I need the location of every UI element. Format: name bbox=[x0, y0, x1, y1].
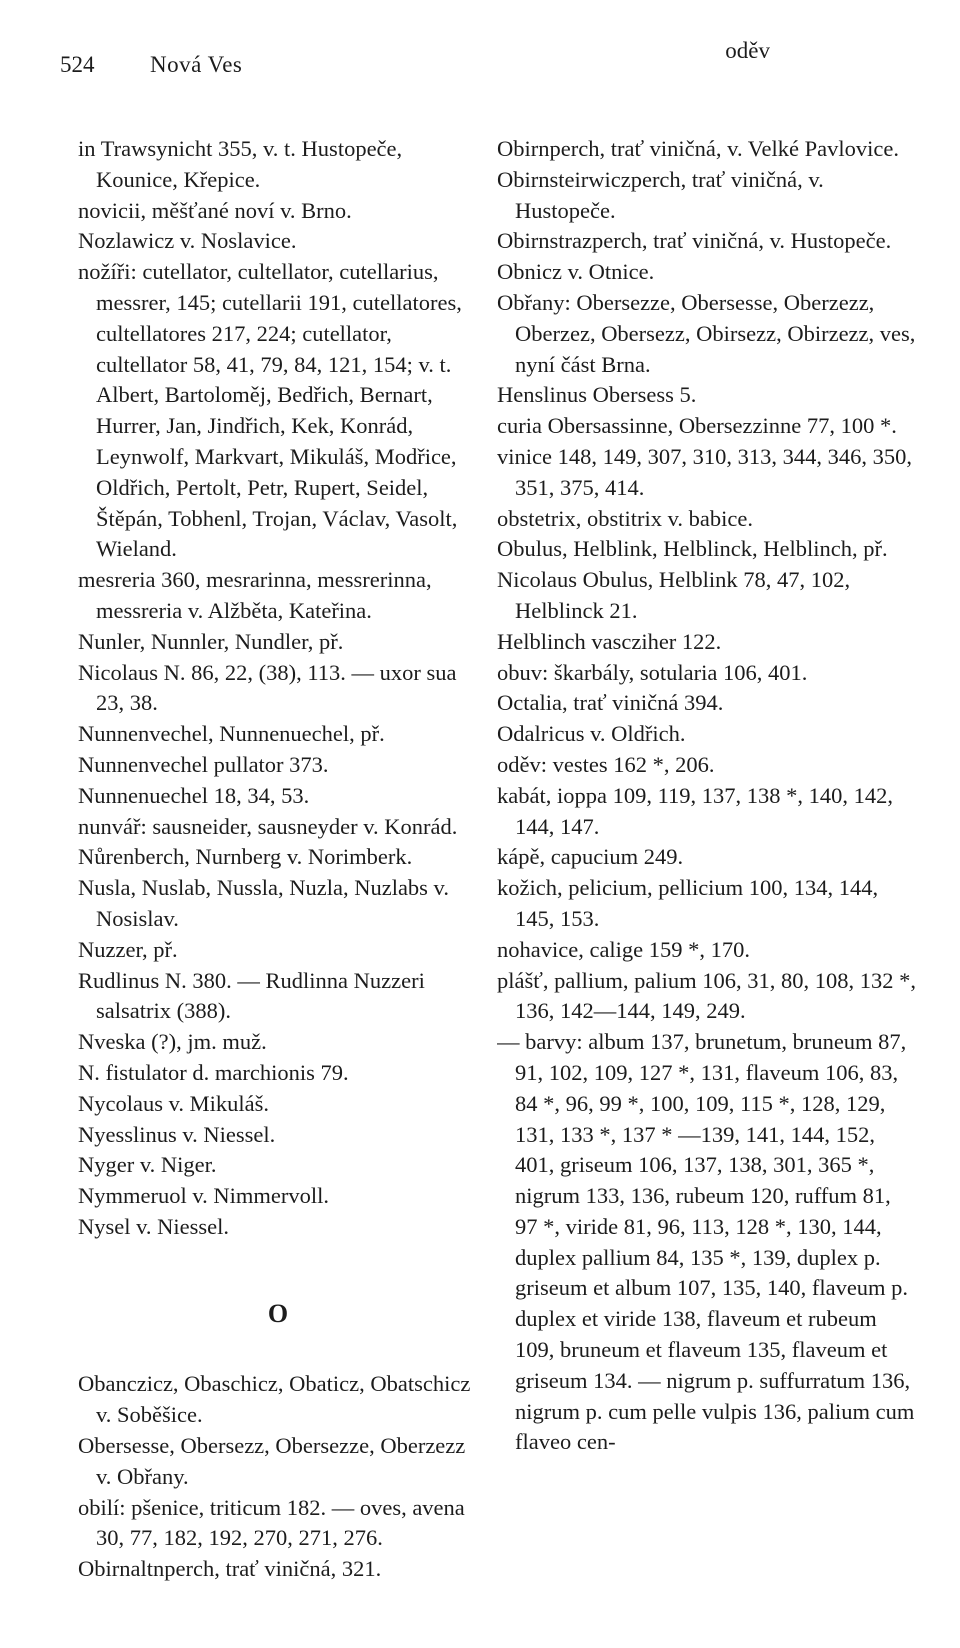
o-entries bbox=[78, 1369, 478, 1585]
index-entry: Helblinch vascziher 122. bbox=[497, 628, 722, 654]
left-column bbox=[78, 134, 478, 1585]
section-letter: O bbox=[267, 1298, 289, 1328]
index-entry: kožich, pelicium, pellicium 100, 134, 144, 145, 153. bbox=[497, 875, 879, 931]
index-entry: Nicolaus Obulus, Helblink 78, 47, 102, Helblinck 21. bbox=[497, 567, 851, 623]
index-entry: Nůrenberch, Nurnberg v. Norimberk. bbox=[78, 844, 413, 870]
index-entry: Henslinus Obersess 5. bbox=[497, 382, 697, 408]
index-entry: Nycolaus v. Mikuláš. bbox=[78, 1090, 270, 1116]
index-entry: mesreria 360, mesrarinna, messrerinna, messreria v. Alžběta, Kateřina. bbox=[78, 567, 432, 623]
index-entry: Obirnperch, trať viničná, v. Velké Pavlovice. bbox=[497, 136, 899, 161]
index-entry: N. fistulator d. marchionis 79. bbox=[78, 1059, 349, 1085]
index-entry: Obulus, Helblink, Helblinck, Helblinch, př. bbox=[497, 536, 888, 562]
index-entry: obuv: škarbály, sotularia 106, 401. bbox=[497, 659, 808, 685]
index-entry: Nveska (?), jm. muž. bbox=[78, 1029, 267, 1055]
index-entry: Nusla, Nuslab, Nussla, Nuzla, Nuzlabs v. Nosislav. bbox=[78, 875, 449, 931]
index-entry: Obirnsteirwiczperch, trať viničná, v. Hustopeče. bbox=[497, 166, 824, 223]
index-entry: Nunnenvechel, Nunnenuechel, př. bbox=[78, 721, 385, 747]
index-entry: Obřany: Obersezze, Obersesse, Oberzezz, Oberzez, Obersezz, Obirsezz, Obirzezz, ves, nyní část Brna. bbox=[497, 289, 916, 377]
index-entry: Nuzzer, př. bbox=[78, 936, 178, 962]
index-entry: nunvář: sausneider, sausneyder v. Konrád. bbox=[78, 813, 458, 839]
running-head bbox=[60, 38, 920, 92]
index-entry: obilí: pšenice, triticum 182. — oves, avena 30, 77, 182, 192, 270, 271, 276. bbox=[78, 1494, 465, 1551]
running-title: Nová Ves bbox=[150, 52, 243, 77]
index-entry: obstetrix, obstitrix v. babice. bbox=[497, 505, 753, 531]
index-entry: Nicolaus N. 86, 22, (38), 113. — uxor sua 23, 38. bbox=[78, 659, 457, 716]
left-entries bbox=[78, 134, 478, 1243]
index-entry: plášť, pallium, palium 106, 31, 80, 108, 132 *, 136, 142—144, 149, 249. bbox=[497, 967, 916, 1024]
index-entry: Obirnstrazperch, trať viničná, v. Hustopeče. bbox=[497, 228, 892, 254]
index-entry: Nunnenvechel pullator 373. bbox=[78, 751, 329, 777]
index-entry: Nymmeruol v. Nimmervoll. bbox=[78, 1183, 330, 1209]
running-keyword: oděv bbox=[725, 38, 770, 63]
index-entry: Odalricus v. Oldřich. bbox=[497, 721, 686, 747]
index-entry: curia Obersassinne, Obersezzinne 77, 100 *. bbox=[497, 413, 897, 439]
index-entry: Obanczicz, Obaschicz, Obaticz, Obatschicz v. Soběšice. bbox=[78, 1371, 471, 1428]
index-entry: nohavice, calige 159 *, 170. bbox=[497, 936, 751, 962]
index-entry: kápě, capucium 249. bbox=[497, 844, 684, 870]
index-entry: Obnicz v. Otnice. bbox=[497, 259, 655, 285]
index-entry: Rudlinus N. 380. — Rudlinna Nuzzeri salsatrix (388). bbox=[78, 967, 425, 1024]
index-entry: kabát, ioppa 109, 119, 137, 138 *, 140, 142, 144, 147. bbox=[497, 782, 894, 839]
index-entry: Nysel v. Niessel. bbox=[78, 1213, 230, 1239]
right-column bbox=[497, 134, 917, 1458]
index-entry: Nunnenuechel 18, 34, 53. bbox=[78, 782, 310, 808]
index-entry: Octalia, trať viničná 394. bbox=[497, 690, 724, 716]
index-entry: oděv: vestes 162 *, 206. bbox=[497, 751, 715, 777]
index-entry: Nyger v. Niger. bbox=[78, 1152, 217, 1178]
index-entry: Nunler, Nunnler, Nundler, př. bbox=[78, 628, 344, 654]
index-entry: Nozlawicz v. Noslavice. bbox=[78, 228, 297, 254]
index-entry: novicii, měšťané noví v. Brno. bbox=[78, 197, 352, 223]
index-entry: Obirnaltnperch, trať viničná, 321. bbox=[78, 1556, 382, 1582]
index-entry: Obersesse, Obersezz, Obersezze, Oberzezz v. Obřany. bbox=[78, 1433, 466, 1489]
index-entry: in Trawsynicht 355, v. t. Hustopeče, Kounice, Křepice. bbox=[78, 136, 403, 192]
page-number: 524 bbox=[60, 52, 95, 77]
index-entry: Nyesslinus v. Niessel. bbox=[78, 1121, 276, 1147]
index-entry: — barvy: album 137, brunetum, bruneum 87, 91, 102, 109, 127 *, 131, flaveum 106, 83, 84 *, 96, 99 *, 100, 109, 115 *, 128, 129, 131, 133 *, 137 * —139, 141, 144, 152, 401, griseum 106, 137, 138, 301, 365 *, nigrum 133, 136, rubeum 120, ruffum 81, 97 *, viride 81, 96, 113, 128 *, 130, 144, duplex pallium 84, 135 *, 139, duplex p. griseum et album 107, 135, 140, flaveum p. duplex et viride 138, flaveum et rubeum 109, bruneum et flaveum 135, flaveum et griseum 134. — nigrum p. suffurratum 136, nigrum p. cum pelle vulpis 136, palium cum flaveo cen- bbox=[497, 1029, 915, 1455]
index-entry: nožíři: cutellator, cultellator, cutellarius, messrer, 145; cutellarii 191, cutellatores, cultellatores 217, 224; cutellator, cultellator 58, 41, 79, 84, 121, 154; v. t. Albert, Bartoloměj, Bedřich, Bernart, Hurrer, Jan, Jindřich, Kek, Konrád, Leynwolf, Markvart, Mikuláš, Modřice, Oldřich, Pertolt, Petr, Rupert, Seidel, Štěpán, Tobhenl, Trojan, Václav, Vasolt, Wieland. bbox=[78, 259, 462, 562]
index-entry: vinice 148, 149, 307, 310, 313, 344, 346, 350, 351, 375, 414. bbox=[497, 443, 912, 500]
right-entries bbox=[497, 134, 917, 1458]
